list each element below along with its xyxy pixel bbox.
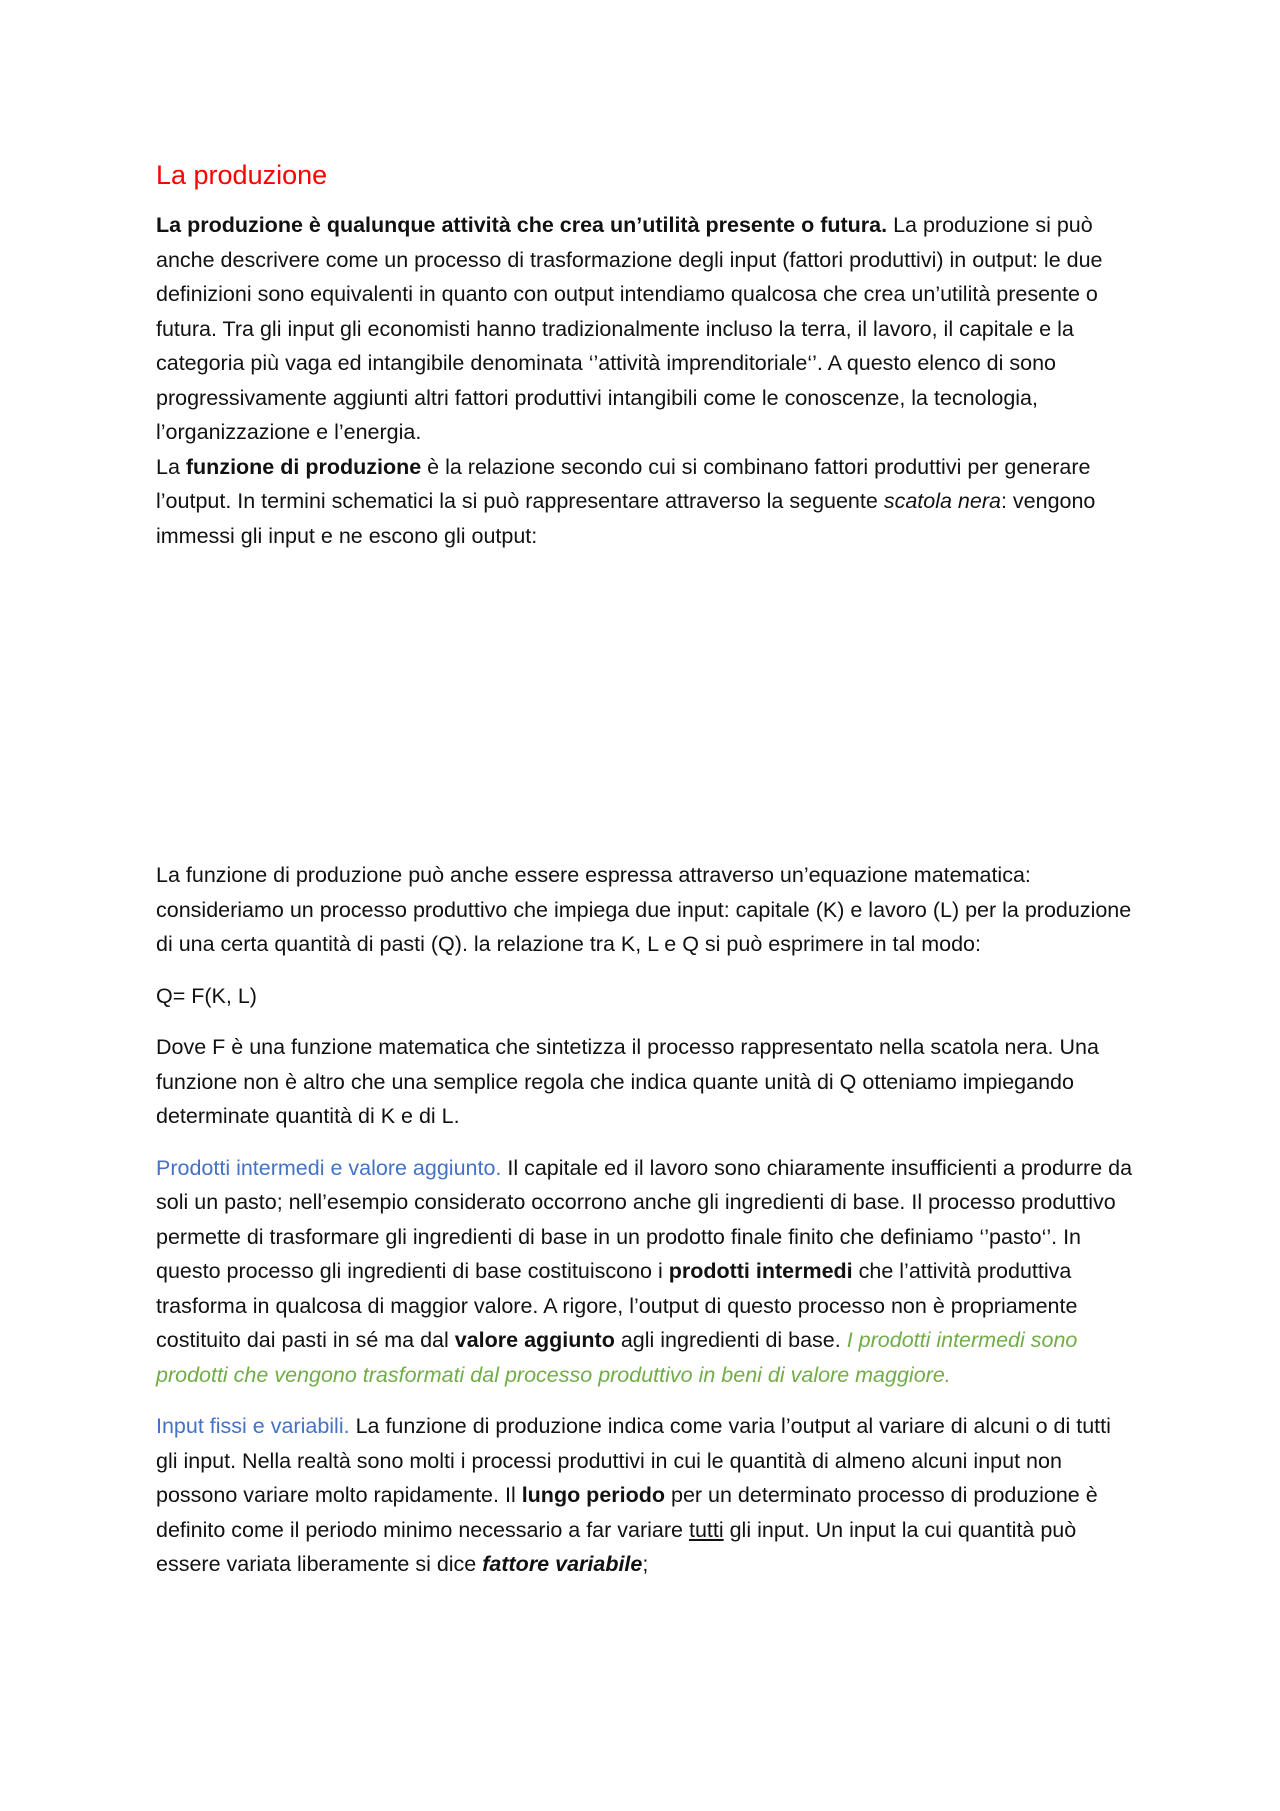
bold-term-production-function: funzione di produzione [185,454,422,479]
paragraph-function-explanation: Dove F è una funzione matematica che sintetizza il processo rappresentato nella scatola nera. Una funzione non è altro che una semplice regola che indica quante unità di Q otteniamo impiegando determinate quantità di K e di L. [156,1035,1099,1128]
underlined-word-all: tutti [688,1517,724,1542]
bold-term-intermediate-products: prodotti intermedi [668,1259,853,1283]
page-title: La produzione [156,160,328,190]
bold-italic-term-variable-factor: fattore variabile [482,1552,643,1576]
paragraph-fixed-variable-inputs: Input fissi e variabili. La funzione di produzione indica come varia l’output al variare di alcuni o di tutti gli input. Nella realtà sono molti i processi produttivi in cui le quantità di almeno alcuni input non possono variare molto rapidamente. Il lungo periodo per un determinato processo di produzione è definito come il periodo minimo necessario a far variare tutti gli input. Un input la cui quantità può essere variata liberamente si dice fattore variabile; [156,1414,1111,1576]
document-content [156,156,1134,1582]
bold-term-value-added: valore aggiunto [454,1328,615,1352]
section-heading-intermediate: Prodotti intermedi e valore aggiunto. [156,1155,502,1180]
paragraph-production-function: La funzione di produzione è la relazione secondo cui si combinano fattori produttivi per generare l’output. In termini schematici la si può rappresentare attraverso la seguente scatola nera: vengono immessi gli input e ne escono gli output: [156,454,1096,548]
paragraph-intermediate-products: Prodotti intermedi e valore aggiunto. Il capitale ed il lavoro sono chiaramente insufficienti a produrre da soli un pasto; nell’esempio considerato occorrono anche gli ingredienti di base. Il processo produttivo permette di trasformare gli ingredienti di base in un prodotto finale finito che definiamo ‘’pasto‘’. In questo processo gli ingredienti di base costituiscono i prodotti intermedi che l’attività produttiva trasforma in qualcosa di maggior valore. A rigore, l’output di questo processo non è propriamente costituito dai pasti in sé ma dal valore aggiunto agli ingredienti di base. I prodotti intermedi sono prodotti che vengono trasformati dal processo produttivo in beni di valore maggiore. [156,1155,1133,1387]
formula: Q= F(K, L) [156,983,257,1008]
bold-definition: La produzione è qualunque attività che crea un’utilità presente o futura. [156,213,888,237]
italic-term-black-box: scatola nera [883,489,1001,513]
green-italic-note: I prodotti intermedi sono prodotti che vengono trasformati dal processo produttivo in beni di valore maggiore. [156,1328,1078,1387]
paragraph-equation-intro: La funzione di produzione può anche essere espressa attraverso un’equazione matematica: consideriamo un processo produttivo che impiega due input: capitale (K) e lavoro (L) per la produzione di una certa quantità di pasti (Q). la relazione tra K, L e Q si può esprimere in tal modo: [156,863,1132,956]
paragraph-production-definition: La produzione è qualunque attività che crea un’utilità presente o futura. La produzione si può anche descrivere come un processo di trasformazione degli input (fattori produttivi) in output: le due definizioni sono equivalenti in quanto con output intendiamo qualcosa che crea un’utilità presente o futura. Tra gli input gli economisti hanno tradizionalmente incluso la terra, il lavoro, il capitale e la categoria più vaga ed intangibile denominata ‘’attività imprenditoriale‘’. A questo elenco di sono progressivamente aggiunti altri fattori produttivi intangibili come le conoscenze, la tecnologia, l’organizzazione e l’energia. [156,213,1103,444]
bold-term-long-period: lungo periodo [521,1483,666,1507]
black-box-diagram-area [156,553,1134,858]
section-heading-inputs: Input fissi e variabili. [156,1414,350,1438]
